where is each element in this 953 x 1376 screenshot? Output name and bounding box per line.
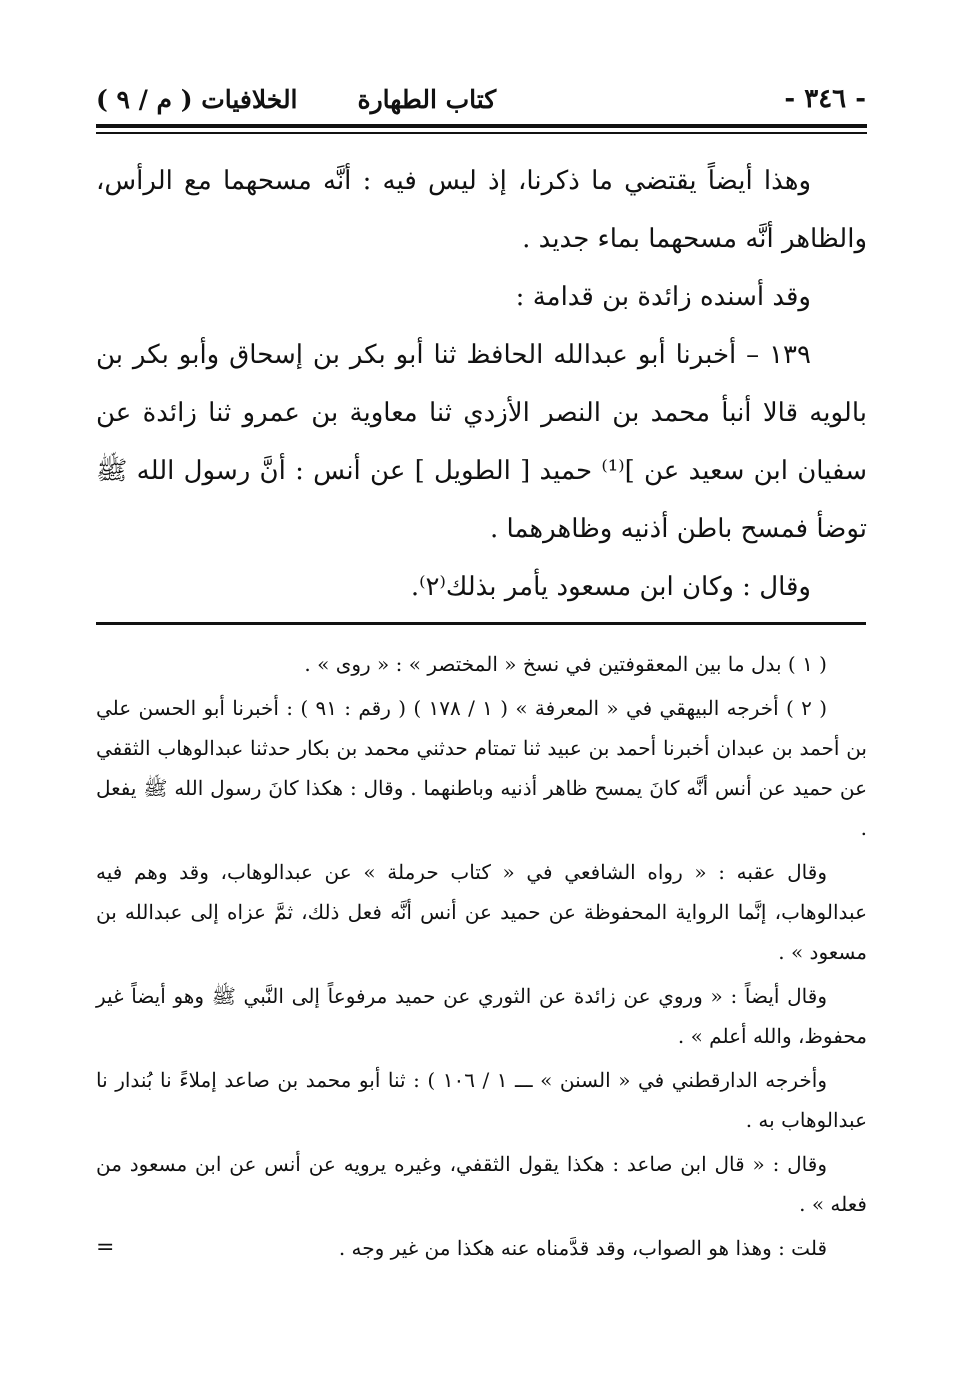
footnote-text: وقال عقبه : « رواه الشافعي في « كتاب حرملة » عن عبدالوهاب، وقد وهم فيه عبدالوهاب، إنَّما الرواية المحفوظة عن حميد عن أنس أنَّه فعل ذلك، ثمَّ عزاه إلى عبدالله بن مسعود » . [96,860,867,964]
continuation-mark: = [96,1235,115,1260]
page-number: - ٣٤٦ - [784,84,866,114]
main-text [96,152,867,616]
page-header [96,76,866,122]
footnote-text: وأخرجه الدارقطني في « السنن » ـــ ١ / ١٠٦ ) : ثنا أبو محمد بن صاعد إملاءً نا بُندار نا عبدالوهاب به . [96,1068,867,1132]
footnote-1: ( ١ ) بدل ما بين المعقوفتين في نسخ « المختصر » : « روى » . [304,652,827,676]
paragraph: وقد أسنده زائدة بن قدامة : [515,282,811,312]
header-rule-thin [96,132,867,134]
header-rule-thick [96,124,867,128]
footnote-separator [96,622,866,625]
section-title: الخلافيات ( م / ٩ ) [96,84,298,114]
hadith-139: ١٣٩ – أخبرنا أبو عبدالله الحافظ ثنا أبو بكر بن إسحاق وأبو بكر بن بالويه قالا أنبأ محمد بن النصر الأزدي ثنا معاوية بن عمرو ثنا زائدة عن سفيان ابن سعيد عن ]⁽¹⁾ حميد [ الطويل ] عن أنس : أنَّ رسول الله ﷺ توضأ فمسح باطن أذنيه وظاهرهما . [96,340,867,544]
footnote-last-line [96,1228,867,1268]
paragraph: وهذا أيضاً يقتضي ما ذكرنا، إذ ليس فيه : أنَّه مسحهما مع الرأس، والظاهر أنَّه مسحهما بماء جديد . [96,166,867,254]
footnote-text: قلت : وهذا هو الصواب، وقد قدَّمناه عنه هكذا من غير وجه . [338,1236,827,1260]
paragraph: وقال : وكان ابن مسعود يأمر بذلك⁽٢⁾. [410,572,811,602]
footnote-text: وقال : « قال ابن صاعد : هكذا يقول الثقفي، وغيره يرويه عن أنس عن ابن مسعود من فعله » . [96,1152,867,1216]
header-titles [96,85,496,114]
footnote-2: ( ٢ ) أخرجه البيهقي في « المعرفة » ( ١ / ١٧٨ ) ( رقم : ٩١ ) : أخبرنا أبو الحسن علي بن أحمد بن عبدان أخبرنا أحمد بن عبيد ثنا تمتام حدثني محمد بن بكار حدثنا عبدالوهاب الثقفي عن حميد عن أنس أنَّه كانَ يمسح ظاهر أذنيه وباطنهما . وقال : هكذا كانَ رسول الله ﷺ يفعل . [96,696,867,840]
footnotes [96,644,867,1272]
book-title: كتاب الطهارة [357,84,497,114]
footnote-text: وقال أيضاً : « وروي عن زائدة عن الثوري عن حميد مرفوعاً إلى النَّبي ﷺ وهو أيضاً غير محفوظ، والله أعلم » . [96,984,867,1048]
